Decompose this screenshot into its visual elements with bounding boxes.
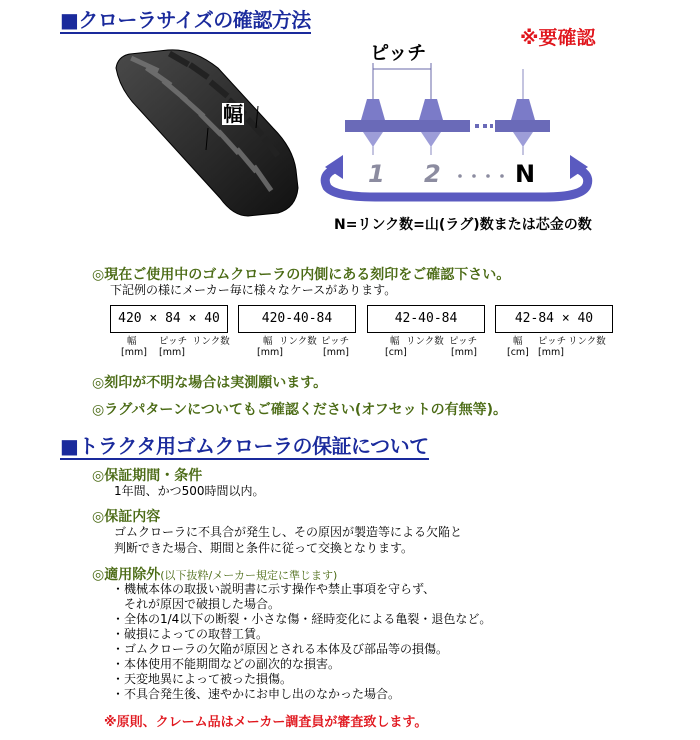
exclusion-subheading: (以下抜粋/メーカー規定に準じます): [160, 569, 338, 582]
example-3-label-links: リンク数: [406, 336, 444, 347]
example-3-unit-pitch: [mm]: [451, 347, 477, 358]
section2-title: ■トラクタ用ゴムクローラの保証について: [60, 434, 429, 458]
example-1-label-width: 幅: [127, 336, 137, 347]
confirm-required-label: ※要確認: [520, 27, 596, 49]
track-number-2: 2: [424, 160, 441, 188]
example-1-label-pitch: ピッチ: [159, 336, 188, 347]
example-code-1: 420 × 84 × 40: [110, 305, 228, 333]
measure-note: ◎刻印が不明な場合は実測願います。: [92, 375, 328, 391]
example-3-label-width: 幅: [390, 336, 400, 347]
example-1-label-links: リンク数: [192, 336, 230, 347]
exclusion-item: ・本体使用不能期間などの副次的な損害。: [112, 657, 341, 671]
exclusion-item: ・機械本体の取扱い説明書に示す操作や禁止事項を守らず、: [112, 582, 436, 596]
example-2-unit-width: [mm]: [257, 347, 283, 358]
exclusion-item: ・全体の1/4以下の断裂・小さな傷・経時変化による亀裂・退色など。: [112, 612, 492, 626]
example-4-label-pitch: ピッチ: [538, 336, 567, 347]
exclusion-item: ・天変地異によって被った損傷。: [112, 672, 293, 686]
check-marking-instruction: ◎現在ご使用中のゴムクローラの内側にある刻印をご確認下さい。: [92, 267, 511, 283]
example-2-label-pitch: ピッチ: [321, 336, 350, 347]
warranty-period-text: 1年間、かつ500時間以内。: [114, 484, 265, 498]
warranty-content-text-1: ゴムクローラに不具合が発生し、その原因が製造等による欠陥と: [114, 525, 463, 539]
example-4-label-links: リンク数: [568, 336, 606, 347]
section1-title: ■クローラサイズの確認方法: [60, 8, 311, 32]
exclusion-heading-row: [92, 564, 337, 584]
lug-pattern-note: ◎ラグパターンについてもご確認ください(オフセットの有無等)。: [92, 402, 508, 418]
exclusion-item: それが原因で破損した場合。: [112, 597, 281, 611]
track-number-dots: ・・・・: [452, 167, 509, 186]
example-2-label-links: リンク数: [279, 336, 317, 347]
exclusion-item: ・ゴムクローラの欠陥が原因とされる本体及び部品等の損傷。: [112, 642, 449, 656]
warranty-period-heading: ◎保証期間・条件: [92, 468, 203, 484]
example-4-unit-pitch: [mm]: [538, 347, 564, 358]
exclusion-list: [112, 582, 491, 702]
pitch-label: ピッチ: [370, 42, 427, 64]
example-code-2: 420-40-84: [238, 305, 356, 333]
width-label: 幅: [223, 102, 243, 126]
example-3-label-pitch: ピッチ: [449, 336, 478, 347]
claim-inspection-note: ※原則、クレーム品はメーカー調査員が審査致します。: [104, 715, 428, 730]
warranty-content-text-2: 判断できた場合、期間と条件に従って交換となります。: [114, 541, 414, 555]
example-1-unit-pitch: [mm]: [159, 347, 185, 358]
diagram-caption: N=リンク数=山(ラグ)数または芯金の数: [334, 217, 592, 233]
example-1-unit-width: [mm]: [121, 347, 147, 358]
track-number-1: 1: [368, 160, 385, 188]
example-4-label-width: 幅: [513, 336, 523, 347]
warranty-content-heading: ◎保証内容: [92, 509, 161, 525]
example-2-label-width: 幅: [263, 336, 273, 347]
rubber-crawler-image: [108, 48, 308, 218]
exclusion-item: ・破損によっての取替工賃。: [112, 627, 269, 641]
exclusion-heading: ◎適用除外: [92, 567, 161, 583]
exclusion-item: ・不具合発生後、速やかにお申し出のなかった場合。: [112, 687, 401, 701]
example-4-unit-width: [cm]: [507, 347, 529, 358]
example-code-4: 42-84 × 40: [495, 305, 613, 333]
example-code-3: 42-40-84: [367, 305, 485, 333]
example-3-unit-width: [cm]: [385, 347, 407, 358]
example-2-unit-pitch: [mm]: [323, 347, 349, 358]
track-number-n: N: [515, 160, 536, 188]
marking-cases-note: 下記例の様にメーカー毎に様々なケースがあります。: [110, 283, 397, 297]
